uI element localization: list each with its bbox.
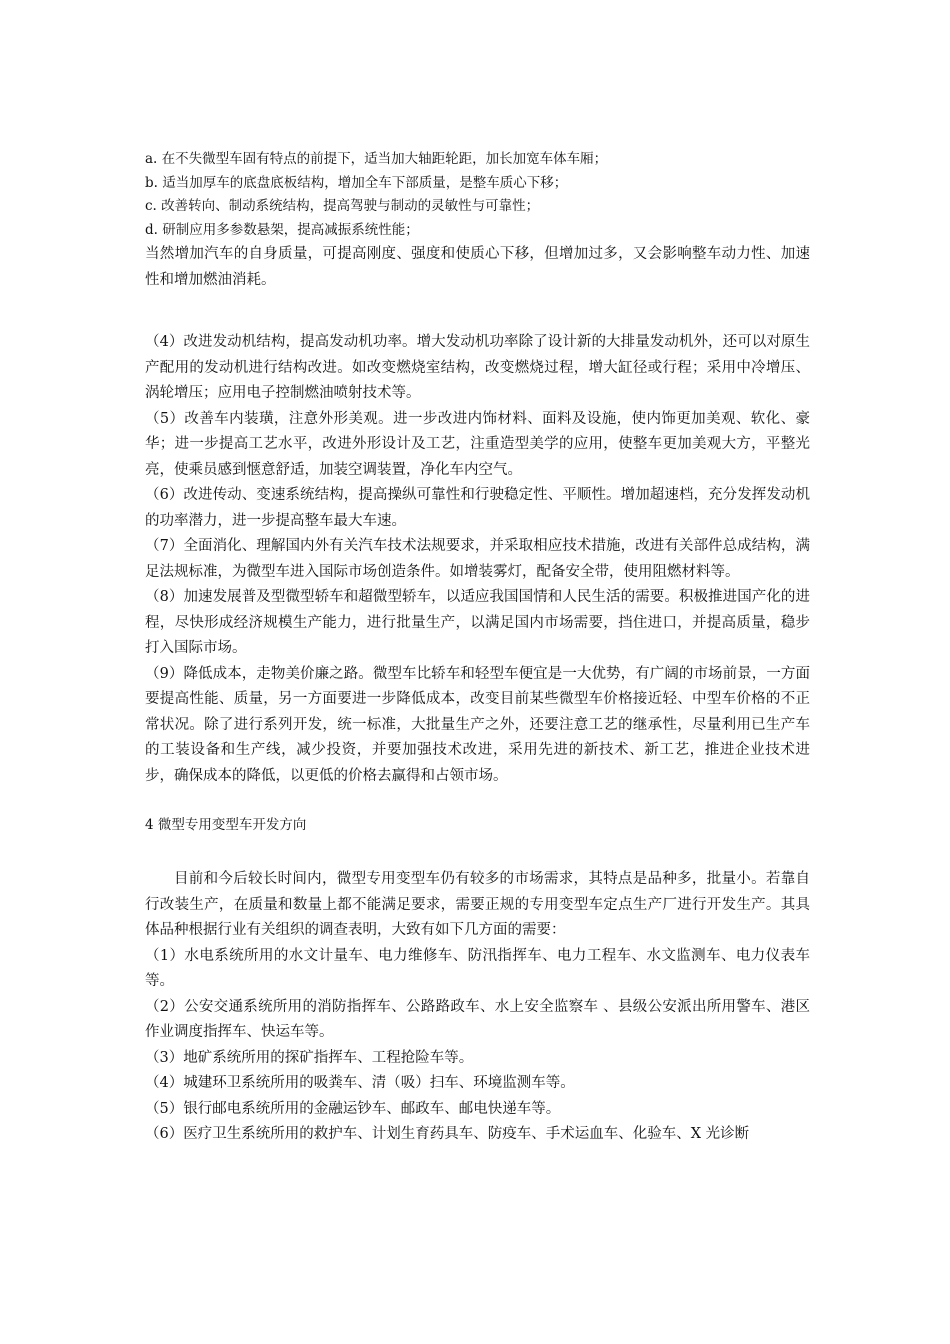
design-conclusion: 当然增加汽车的自身质量，可提高刚度、强度和使质心下移，但增加过多，又会影响整车动力性、加速性和增加燃油消耗。 xyxy=(145,246,810,288)
measure-item: （5）改善车内装璜，注意外形美观。进一步改进内饰材料、面料及设施，使内饰更加美观、软化、豪华；进一步提高工艺水平，改进外形设计及工艺，注重造型美学的应用，使整车更加美观大方，平整光亮，使乘员感到惬意舒适，加装空调装置，净化车内空气。 xyxy=(145,410,810,478)
vehicle-needs-list xyxy=(145,944,810,1148)
list-item: （4）城建环卫系统所用的吸粪车、清（吸）扫车、环境监测车等。 xyxy=(145,1075,575,1092)
measures-block xyxy=(145,330,810,789)
measure-item: （7）全面消化、理解国内外有关汽车技术法规要求，并采取相应技术措施，改进有关部件总成结构，满足法规标准，为微型车进入国际市场创造条件。如增装雾灯，配备安全带，使用阻燃材料等。 xyxy=(145,538,810,580)
list-item: （6）医疗卫生系统所用的救护车、计划生育药具车、防疫车、手术运血车、化验车、X 光诊断 xyxy=(145,1126,750,1143)
design-item-b: b. 适当加厚车的底盘底板结构，增加全车下部质量，是整车质心下移； xyxy=(145,174,568,191)
list-item: （5）银行邮电系统所用的金融运钞车、邮政车、邮电快递车等。 xyxy=(145,1100,561,1117)
list-item: （2）公安交通系统所用的消防指挥车、公路路政车、水上安全监察车 、县级公安派出所用警车、港区作业调度指挥车、快运车等。 xyxy=(145,998,810,1041)
design-item-d: d. 研制应用多参数悬架，提高减振系统性能； xyxy=(145,221,419,238)
list-item: （3）地矿系统所用的探矿指挥车、工程抢险车等。 xyxy=(145,1049,474,1066)
measure-item: （4）改进发动机结构，提高发动机功率。增大发动机功率除了设计新的大排量发动机外，还可以对原生产配用的发动机进行结构改进。如改变燃烧室结构，改变燃烧过程，增大缸径或行程；采用中冷增压、涡轮增压；应用电子控制燃油喷射技术等。 xyxy=(145,334,810,402)
measure-item: （9）降低成本，走物美价廉之路。微型车比轿车和轻型车便宜是一大优势，有广阔的市场前景，一方面要提高性能、质量，另一方面要进一步降低成本，改变目前某些微型车价格接近轻、中型车价格的不正常状况。除了进行系列开发，统一标准，大批量生产之外，还要注意工艺的继承性，尽量利用已生产车的工装设备和生产线，减少投资，并要加强技术改进，采用先进的新技术、新工艺，推进企业技术进步，确保成本的降低，以更低的价格去赢得和占领市场。 xyxy=(145,665,810,784)
section-heading: 4 微型专用变型车开发方向 xyxy=(145,817,307,834)
design-item-c: c. 改善转向、制动系统结构，提高驾驶与制动的灵敏性与可靠性； xyxy=(145,198,540,215)
section-intro: 目前和今后较长时间内，微型专用变型车仍有较多的市场需求，其特点是品种多，批量小。若靠自行改装生产，在质量和数量上都不能满足要求，需要正规的专用变型车定点生产厂进行开发生产。其具体品种根据行业有关组织的调查表明，大致有如下几方面的需要： xyxy=(145,871,810,939)
measure-item: （6）改进传动、变速系统结构，提高操纵可靠性和行驶稳定性、平顺性。增加超速档，充分发挥发动机的功率潜力，进一步提高整车最大车速。 xyxy=(145,487,810,529)
design-items-block xyxy=(145,148,810,293)
document-page xyxy=(145,148,810,1148)
design-item-a: a. 在不失微型车固有特点的前提下，适当加大轴距轮距，加长加宽车体车厢； xyxy=(145,151,608,167)
list-item: （1）水电系统所用的水文计量车、电力维修车、防汛指挥车、电力工程车、水文监测车、电力仪表车等。 xyxy=(145,947,810,990)
measure-item: （8）加速发展普及型微型轿车和超微型轿车，以适应我国国情和人民生活的需要。积极推进国产化的进程，尽快形成经济规模生产能力，进行批量生产，以满足国内市场需要，挡住进口，并提高质量，稳步打入国际市场。 xyxy=(145,589,810,657)
